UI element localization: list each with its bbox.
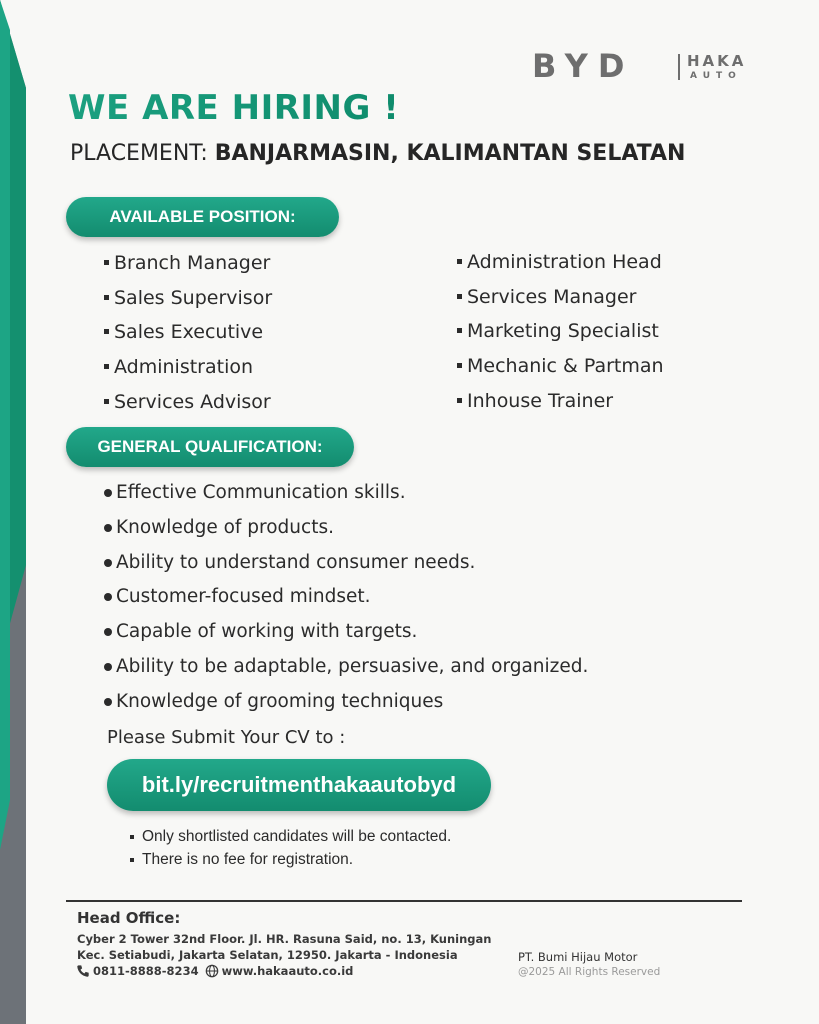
qualification-item: Knowledge of products. — [104, 516, 588, 551]
page-headline: WE ARE HIRING ! — [68, 88, 400, 128]
submit-cv-prompt: Please Submit Your CV to : — [107, 727, 346, 748]
position-item: Branch Manager — [104, 251, 272, 286]
haka-wordmark: HAKA — [687, 52, 747, 70]
general-qualification-heading: GENERAL QUALIFICATION: — [66, 427, 354, 467]
position-item: Marketing Specialist — [457, 319, 664, 354]
qualifications-list — [104, 481, 588, 725]
placement-line — [70, 141, 685, 166]
address-line-2: Kec. Setiabudi, Jakarta Selatan, 12950. Jakarta - Indonesia — [77, 948, 458, 962]
qualification-item: Capable of working with targets. — [104, 620, 588, 655]
head-office-title: Head Office: — [77, 909, 181, 927]
qualification-item: Ability to understand consumer needs. — [104, 551, 588, 586]
qualification-item: Ability to be adaptable, persuasive, and organized. — [104, 655, 588, 690]
qualification-item: Effective Communication skills. — [104, 481, 588, 516]
auto-wordmark: AUTO — [690, 71, 742, 81]
address-line-1: Cyber 2 Tower 32nd Floor. Jl. HR. Rasuna Said, no. 13, Kuningan — [77, 932, 492, 946]
qualification-item: Knowledge of grooming techniques — [104, 690, 588, 725]
position-item: Sales Executive — [104, 320, 272, 355]
position-item: Services Manager — [457, 285, 664, 320]
recruitment-link-button[interactable]: bit.ly/recruitmenthakaautobyd — [107, 759, 491, 811]
placement-label: PLACEMENT: — [70, 141, 215, 166]
position-item: Mechanic & Partman — [457, 354, 664, 389]
available-position-heading: AVAILABLE POSITION: — [66, 197, 339, 237]
position-item: Administration — [104, 355, 272, 390]
position-item: Administration Head — [457, 250, 664, 285]
company-name: PT. Bumi Hijau Motor — [518, 950, 638, 964]
phone-icon — [76, 964, 90, 978]
positions-list-left — [104, 251, 272, 424]
position-item: Sales Supervisor — [104, 286, 272, 321]
phone-number[interactable]: 0811-8888-8234 — [93, 964, 199, 978]
byd-haka-auto-logo — [530, 46, 775, 86]
position-item: Services Advisor — [104, 390, 272, 425]
website-link[interactable]: www.hakaauto.co.id — [221, 964, 354, 978]
byd-wordmark: BYD — [532, 47, 635, 85]
notes-list — [130, 827, 451, 873]
placement-city: BANJARMASIN, KALIMANTAN SELATAN — [214, 141, 686, 166]
left-decoration-stripes — [0, 0, 30, 1024]
copyright-text: @2025 All Rights Reserved — [518, 966, 661, 978]
positions-list-right — [457, 250, 664, 423]
note-item: Only shortlisted candidates will be contacted. — [130, 827, 451, 850]
qualification-item: Customer-focused mindset. — [104, 585, 588, 620]
note-item: There is no fee for registration. — [130, 850, 451, 873]
position-item: Inhouse Trainer — [457, 389, 664, 424]
footer-divider — [66, 900, 742, 902]
contact-line — [76, 964, 353, 978]
globe-icon — [205, 964, 219, 978]
